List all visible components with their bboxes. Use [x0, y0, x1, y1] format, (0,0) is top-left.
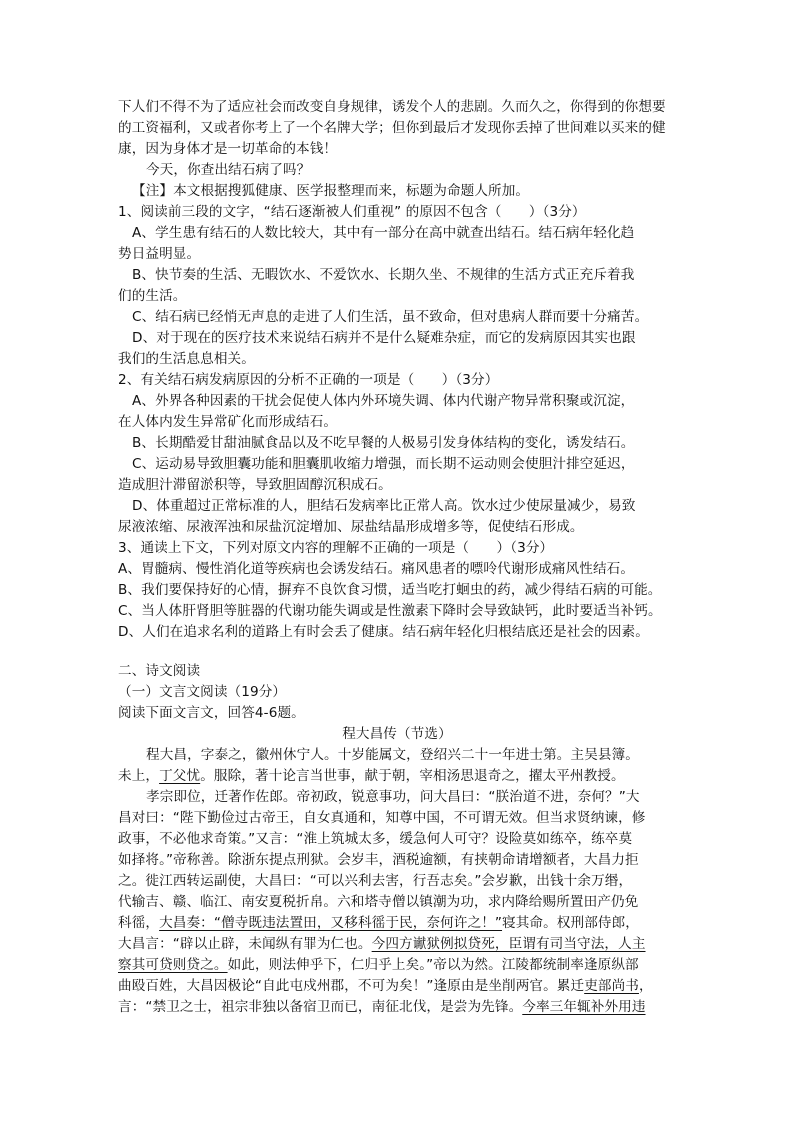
- text-segment: 如此，则法伸乎下，仁归乎上矣。”帝以为然。江陵都统制率逢原纵部: [227, 957, 639, 973]
- text-segment: ，: [638, 978, 653, 994]
- option-line: A、胃髓病、慢性消化道等疾病也会诱发结石。痛风患者的嘌呤代谢形成痛风性结石。: [118, 561, 635, 577]
- instruction-line: 阅读下面文言文，回答4-6题。: [118, 705, 305, 721]
- note-line: 【注】本文根据搜狐健康、医学报整理而来，标题为命题人所加。: [132, 183, 530, 199]
- underlined-sentence: 今四方谳狱例拟贷死，臣谓有司当守法，人主: [371, 936, 646, 952]
- passage-line: 代输吉、赣、临江、南安夏税折帛。六和塔寺僧以镇潮为功，求内降给赐所置田产仍免: [118, 894, 639, 910]
- underlined-sentence: 今率三年辄补外用违: [522, 999, 646, 1015]
- option-line: D、体重超过正常标准的人，胆结石发病率比正常人高。饮水过少使尿量减少，易致: [132, 498, 636, 514]
- passage-line: [118, 934, 646, 955]
- passage-line: 孝宗即位，迁著作佐郎。帝初政，锐意事功，问大昌曰：“朕治道不进，奈何？”大: [146, 789, 640, 805]
- option-line: B、我们要保持好的心情，摒弃不良饮食习惯，适当吃打蛔虫的药，减少得结石病的可能。: [118, 582, 662, 598]
- question-3: 3、通读上下文，下列对原文内容的理解不正确的一项是（ ）（3分）: [118, 540, 554, 556]
- passage-line: 之。徙江西转运副使，大昌曰：“可以兴利去害，行吾志矣。”会岁歉，出钱十余万缗，: [118, 873, 633, 889]
- text-segment: 。服除，著十论言当世事，献于朝，宰相汤思退奇之，擢太平州教授。: [200, 768, 625, 784]
- question-1: 1、阅读前三段的文字，“结石逐渐被人们重视” 的原因不包含（ ）（3分）: [118, 204, 586, 220]
- underlined-sentence: 大昌奏：“僧寺既违法置田，又移科徭于民，奈何许之！”: [159, 915, 503, 931]
- text-segment: 大昌言：“辟以止辟，未闻纵有罪为仁也。: [118, 936, 372, 952]
- subsection-heading: （一）文言文阅读（19分）: [118, 684, 287, 700]
- option-line: A、外界各种因素的干扰会促使人体内外环境失调、体内代谢产物异常积聚或沉淀，: [132, 393, 635, 409]
- underlined-phrase: 丁父忧: [159, 768, 201, 784]
- text-line: 下人们不得不为了适应社会而改变自身规律，诱发个人的悲剧。久而久之，你得到的你想要: [118, 99, 666, 115]
- passage-line: [118, 766, 625, 787]
- passage-line: 政事，不必他求奇策。”又言：“淮上筑城太多，缓急何人可守？设险莫如练卒，练卒莫: [118, 831, 633, 847]
- text-line: 康，因为身体才是一切革命的本钱！: [118, 141, 338, 157]
- text-segment: 科徭，: [118, 915, 160, 931]
- passage-line: [118, 955, 639, 976]
- option-line: C、运动易导致胆囊功能和胆囊肌收缩力增强，而长期不运动则会使胆汁排空延迟，: [132, 456, 635, 472]
- text-line: 今天，你查出结石病了吗？: [146, 162, 311, 178]
- option-line: B、快节奏的生活、无暇饮水、不爱饮水、长期久坐、不规律的生活方式正充斥着我: [132, 267, 635, 283]
- section-heading: 二、诗文阅读: [118, 663, 201, 679]
- option-line: C、结石病已经悄无声息的走进了人们生活，虽不致命，但对患病人群而要十分痛苦。: [132, 309, 649, 325]
- option-line: A、学生患有结石的人数比较大，其中有一部分在高中就查出结石。结石病年轻化趋: [132, 225, 635, 241]
- option-line: C、当人体肝肾胆等脏器的代谢功能失调或是性激素下降时会导致缺钙，此时要适当补钙。: [118, 603, 662, 619]
- text-segment: 曲殴百姓，大昌因极论“自此屯戍州郡，不可为矣！”逢原由是坐削两官。累迁: [118, 978, 585, 994]
- passage-line: 昌对曰：“陛下勤俭过古帝王，自女真通和，知尊中国，不可谓无效。但当求贤纳谏，修: [118, 810, 646, 826]
- option-line: 在人体内发生异常矿化而形成结石。: [118, 414, 338, 430]
- passage-line: 如择将。”帝称善。除浙东提点刑狱。会岁丰，酒税逾额，有挟朝命请增额者，大昌力拒: [118, 852, 639, 868]
- underlined-sentence: 察其可贷则贷之。: [118, 957, 228, 973]
- passage-line: [118, 976, 653, 997]
- passage-line: [118, 913, 639, 934]
- text-segment: 未上，: [118, 768, 160, 784]
- option-line: D、对于现在的医疗技术来说结石病并不是什么疑难杂症，而它的发病原因其实也跟: [132, 330, 636, 346]
- option-line: D、人们在追求名利的道路上有时会丢了健康。结石病年轻化归根结底还是社会的因素。: [118, 624, 649, 640]
- passage-line: 程大昌，字泰之，徽州休宁人。十岁能属文，登绍兴二十一年进士第。主吴县簿。: [146, 747, 639, 763]
- text-segment: 寝其命。权刑部侍郎，: [502, 915, 639, 931]
- option-line: 势日益明显。: [118, 246, 201, 262]
- underlined-phrase: 吏部尚书: [584, 978, 639, 994]
- text-line: 的工资福利，又或者你考上了一个名牌大学；但你到最后才发现你丢掉了世间难以买来的健: [118, 120, 666, 136]
- passage-line: [118, 997, 646, 1018]
- passage-title: 程大昌传（节选）: [342, 726, 452, 742]
- option-line: 尿液浓缩、尿液浑浊和尿盐沉淀增加、尿盐结晶形成增多等，促使结石形成。: [118, 519, 584, 535]
- option-line: 造成胆汁滞留淤积等，导致胆固醇沉积成石。: [118, 477, 392, 493]
- question-2: 2、有关结石病发病原因的分析不正确的一项是（ ）（3分）: [118, 372, 499, 388]
- option-line: 我们的生活息息相关。: [118, 351, 255, 367]
- text-segment: 言：“禁卫之士，祖宗非独以备宿卫而已，南征北伐，是尝为先锋。: [118, 999, 523, 1015]
- option-line: 们的生活。: [118, 288, 187, 304]
- option-line: B、长期酷爱甘甜油腻食品以及不吃早餐的人极易引发身体结构的变化，诱发结石。: [132, 435, 635, 451]
